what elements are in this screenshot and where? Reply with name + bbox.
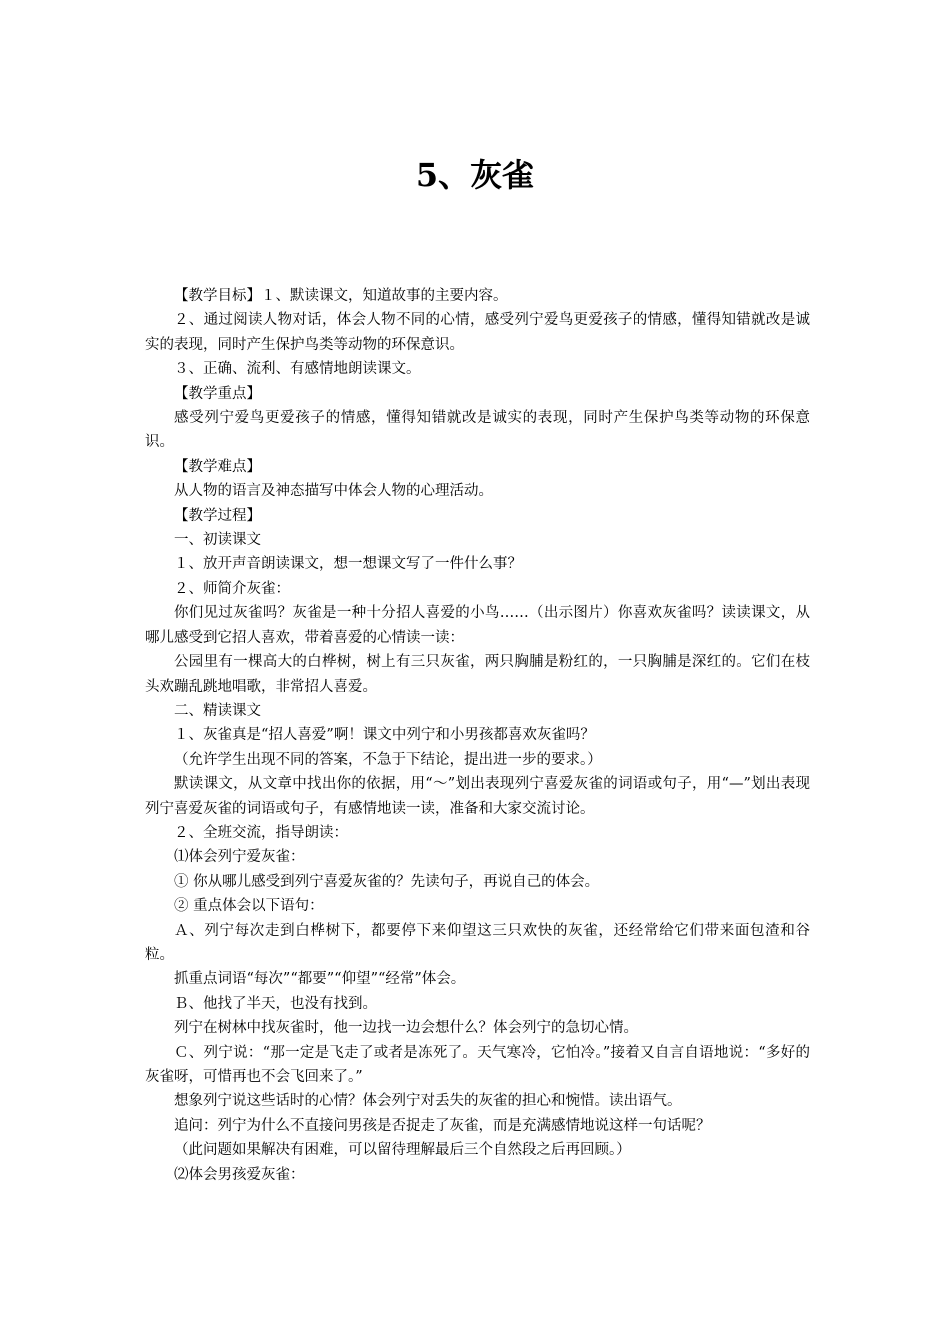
heading-key-points: 【教学重点】 [174, 385, 261, 402]
paragraph: 想象列宁说这些话时的心情？体会列宁对丢失的灰雀的担心和惋惜。读出语气。 [174, 1093, 682, 1110]
document-title: 5、灰雀 [415, 156, 535, 194]
paragraph-objectives-1: 【教学目标】１、默读课文，知道故事的主要内容。 [174, 288, 508, 304]
paragraph: 追问：列宁为什么不直接问男孩是否捉走了灰雀，而是充满感情地说这样一句话呢？ [174, 1117, 711, 1134]
paragraph-difficulties: 从人物的语言及神态描写中体会人物的心理活动。 [174, 483, 493, 500]
paragraph: Ｂ、他找了半天，也没有找到。 [174, 995, 377, 1012]
section-close-reading: 二、精读课文 [174, 702, 261, 719]
paragraph: ２、全班交流，指导朗读： [174, 824, 348, 841]
paragraph: 默读课文，从文章中找出你的依据，用“～”划出表现列宁喜爱灰雀的词语或句子，用“—”划出表现列宁喜爱灰雀的词语或句子，有感情地读一读，准备和大家交流讨论。 [145, 776, 810, 817]
paragraph: （此问题如果解决有困难，可以留待理解最后三个自然段之后再回顾。） [174, 1142, 631, 1159]
paragraph: ② 重点体会以下语句： [174, 898, 324, 915]
paragraph: 列宁在树林中找灰雀时，他一边找一边会想什么？体会列宁的急切心情。 [174, 1020, 638, 1037]
paragraph: Ｃ、列宁说：“那一定是飞走了或者是冻死了。天气寒冷，它怕冷。”接着又自言自语地说：“多好的灰雀呀，可惜再也不会飞回来了。” [145, 1044, 810, 1085]
heading-difficulties: 【教学难点】 [174, 458, 261, 475]
paragraph: ① 你从哪儿感受到列宁喜爱灰雀的？先读句子，再说自己的体会。 [174, 873, 600, 890]
paragraph: 抓重点词语“每次”“都要”“仰望”“经常”体会。 [174, 971, 466, 988]
paragraph: １、放开声音朗读课文，想一想课文写了一件什么事？ [174, 556, 522, 573]
paragraph: Ａ、列宁每次走到白桦树下，都要停下来仰望这三只欢快的灰雀，还经常给它们带来面包渣和谷粒。 [145, 922, 810, 963]
heading-process: 【教学过程】 [174, 507, 261, 524]
paragraph: ⑵体会男孩爱灰雀： [174, 1166, 305, 1183]
paragraph-key-points: 感受列宁爱鸟更爱孩子的情感，懂得知错就改是诚实的表现，同时产生保护鸟类等动物的环保意识。 [145, 410, 810, 451]
paragraph: ⑴体会列宁爱灰雀： [174, 849, 305, 866]
paragraph-objectives-2: ２、通过阅读人物对话，体会人物不同的心情，感受列宁爱鸟更爱孩子的情感，懂得知错就改是诚实的表现，同时产生保护鸟类等动物的环保意识。 [145, 312, 810, 353]
document-body [145, 284, 810, 1187]
paragraph: 你们见过灰雀吗？灰雀是一种十分招人喜爱的小鸟……（出示图片）你喜欢灰雀吗？读读课文，从哪儿感受到它招人喜欢，带着喜爱的心情读一读： [145, 605, 810, 646]
paragraph-objectives-3: ３、正确、流利、有感情地朗读课文。 [174, 361, 421, 378]
section-first-reading: 一、初读课文 [174, 532, 261, 549]
paragraph: 公园里有一棵高大的白桦树，树上有三只灰雀，两只胸脯是粉红的，一只胸脯是深红的。它们在枝头欢蹦乱跳地唱歌，非常招人喜爱。 [145, 654, 810, 695]
paragraph: ２、师简介灰雀： [174, 580, 290, 597]
paragraph: １、灰雀真是“招人喜爱”啊！课文中列宁和小男孩都喜欢灰雀吗？ [174, 727, 595, 744]
paragraph: （允许学生出现不同的答案，不急于下结论，提出进一步的要求。） [174, 751, 602, 768]
